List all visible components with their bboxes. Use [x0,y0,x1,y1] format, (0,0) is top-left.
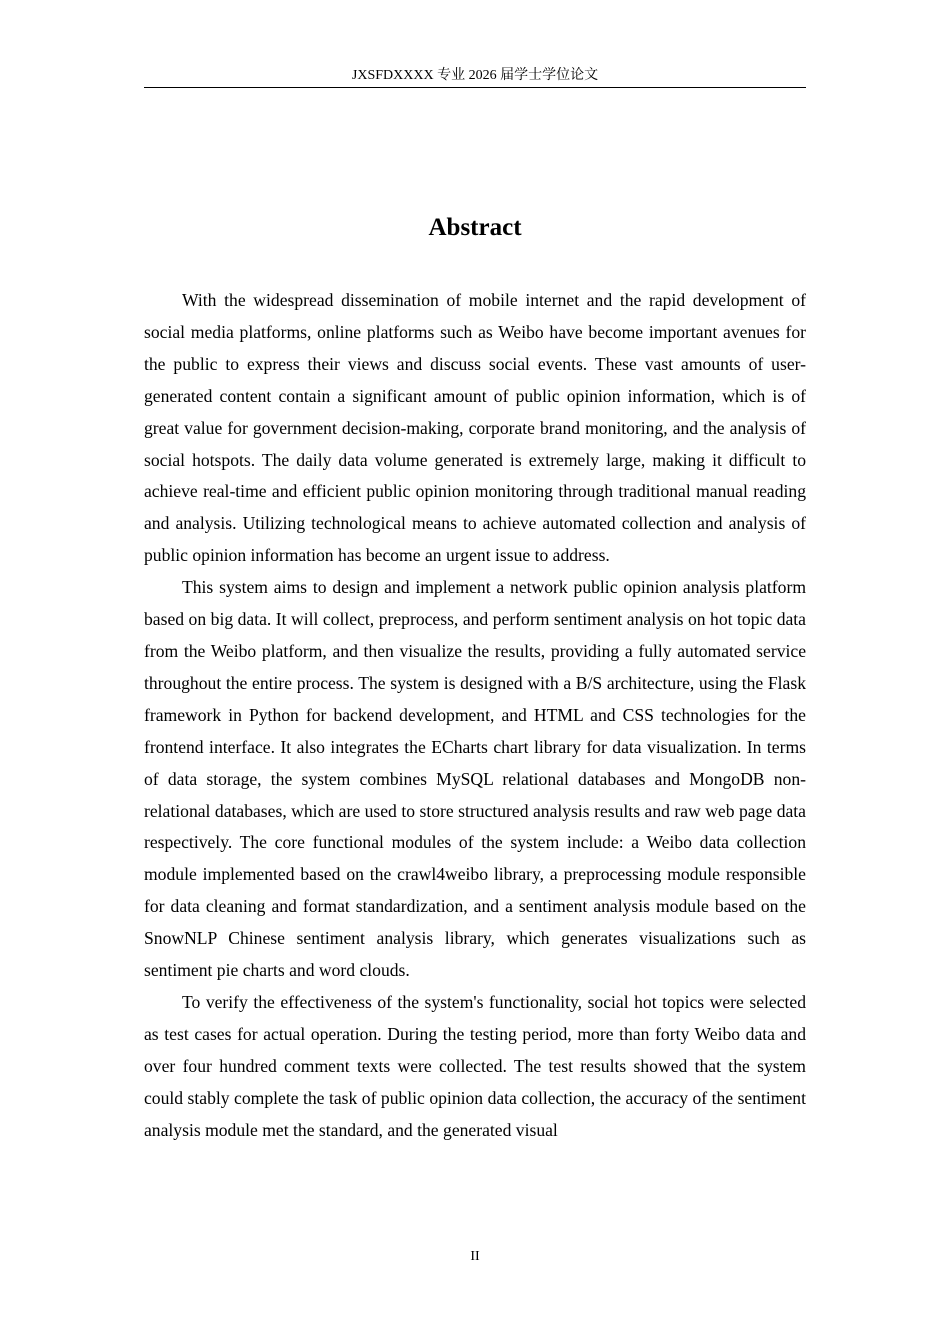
abstract-paragraph-1: With the widespread dissemination of mobile internet and the rapid development of social media platforms, online platforms such as Weibo have become important avenues for the public to express their views and discuss social events. These vast amounts of user-generated content contain a significant amount of public opinion information, which is of great value for government decision-making, corporate brand monitoring, and the analysis of social hotspots. The daily data volume generated is extremely large, making it difficult to achieve real-time and efficient public opinion monitoring through traditional manual reading and analysis. Utilizing technological means to achieve automated collection and analysis of public opinion information has become an urgent issue to address. [144,290,806,566]
page-number: II [470,1249,480,1264]
abstract-title: Abstract [428,214,522,241]
abstract-paragraph-3: To verify the effectiveness of the system's functionality, social hot topics were selected as test cases for actual operation. During the testing period, more than forty Weibo data and over four hundred comment texts were collected. The test results showed that the system could stably complete the task of public opinion data collection, the accuracy of the sentiment analysis module met the standard, and the generated visual [144,991,806,1140]
running-header: JXSFDXXXX 专业 2026 届学士学位论文 [144,67,806,88]
abstract-paragraph-2: This system aims to design and implement a network public opinion analysis platform based on big data. It will collect, preprocess, and perform sentiment analysis on hot topic data from the Weibo platform, and then visualize the results, providing a fully automated service throughout the entire process. The system is designed with a B/S architecture, using the Flask framework in Python for backend development, and HTML and CSS technologies for the frontend interface. It also integrates the ECharts chart library for data visualization. In terms of data storage, the system combines MySQL relational databases and MongoDB non-relational databases, which are used to store structured analysis results and raw web page data respectively. The core functional modules of the system include: a Weibo data collection module implemented based on the crawl4weibo library, a preprocessing module responsible for data cleaning and format standardization, and a sentiment analysis module based on the SnowNLP Chinese sentiment analysis library, which generates visualizations such as sentiment pie charts and word clouds. [144,577,806,981]
abstract-body [144,285,806,1146]
